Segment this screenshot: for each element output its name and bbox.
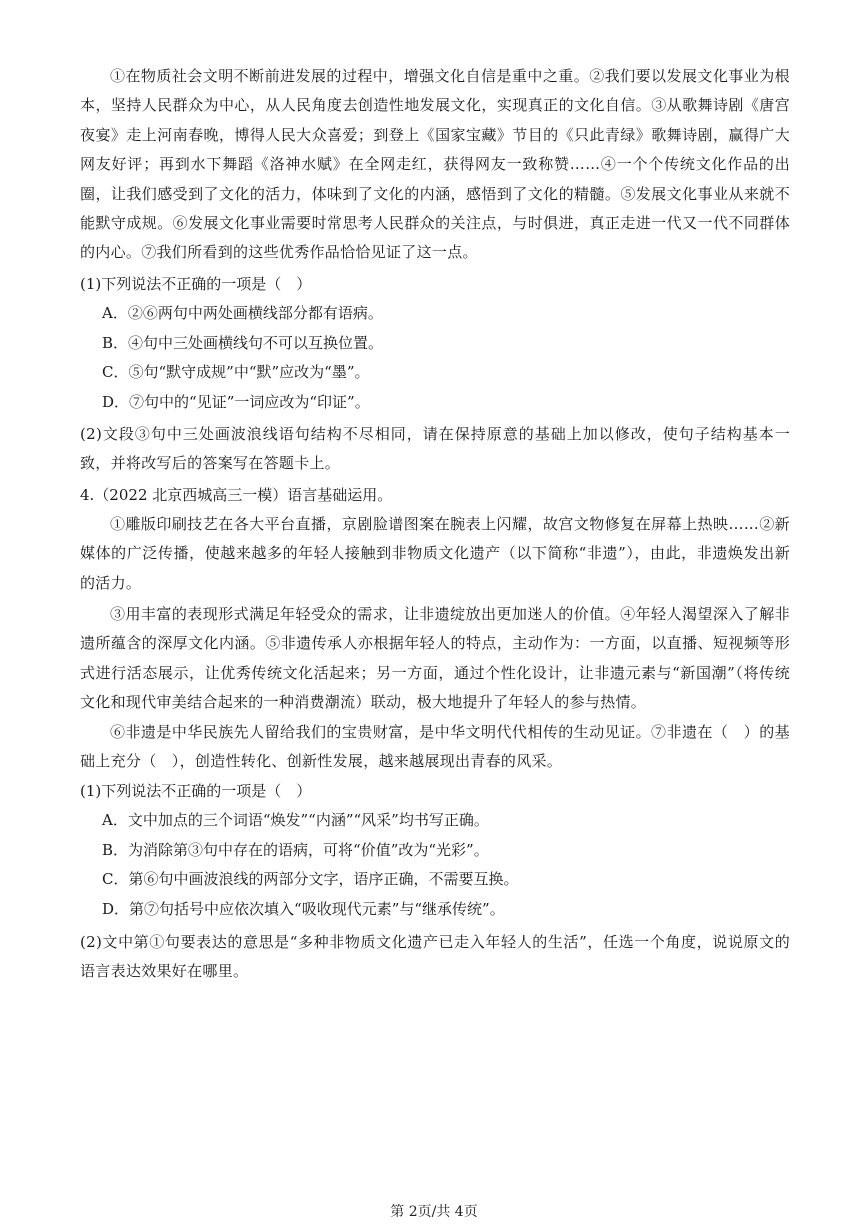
q4-option-c: C．第⑥句中画波浪线的两部分文字，语序正确，不需要互换。 [102, 870, 519, 889]
q4-para-3-text: ⑥非遗是中华民族先人留给我们的宝贵财富，是中华文明代代相传的生动见证。⑦非遗在（ ）的基础上充分（ ），创造性转化、创新性发展，越来越展现出青春的风采。 [80, 723, 790, 771]
option-d: D．⑦句中的“见证”一词应改为“印证”。 [102, 392, 370, 411]
q4-option-a: A．文中加点的三个词语“焕发”“内涵”“风采”均书写正确。 [102, 811, 489, 830]
passage-3-text: ①在物质社会文明不断前进发展的过程中，增强文化自信是重中之重。②我们要以发展文化事业为根本，坚持人民群众为中心，从人民角度去创造性地发展文化，实现真正的文化自信。③从歌舞诗剧《唐宫夜宴》走上河南春晚，博得人民大众喜爱；到登上《国家宝藏》节目的《只此青绿》歌舞诗剧，赢得广大网友好评；再到水下舞蹈《洛神水赋》在全网走红，获得网友一致称赞……④一个个传统文化作品的出圈，让我们感受到了文化的活力，体味到了文化的内涵，感悟到了文化的精髓。⑤发展文化事业从来就不能默守成规。⑥发展文化事业需要时常思考人民群众的关注点，与时俱进，真正走进一代又一代不同群体的内心。⑦我们所看到的这些优秀作品恰恰见证了这一点。 [80, 67, 790, 262]
q4-para-2-text: ③用丰富的表现形式满足年轻受众的需求，让非遗绽放出更加迷人的价值。④年轻人渴望深入了解非遗所蕴含的深厚文化内涵。⑤非遗传承人亦根据年轻人的特点，主动作为：一方面，以直播、短视频等形式进行活态展示，让优秀传统文化活起来；另一方面，通过个性化设计，让非遗元素与“新国潮”（将传统文化和现代审美结合起来的一种消费潮流）联动，极大地提升了年轻人的参与热情。 [80, 605, 790, 712]
question-4-heading: 4.（2022 北京西城高三一模）语言基础运用。 [80, 486, 393, 504]
page-footer: 第 2页/共 4页 [390, 1204, 478, 1220]
option-b: B．④句中三处画横线句不可以互换位置。 [102, 333, 384, 352]
question-4-heading-block [80, 481, 790, 510]
question-1-stem: (1)下列说法不正确的一项是（ ） [80, 275, 312, 293]
question-4-paragraph-2 [80, 600, 790, 718]
passage-3-question-2 [80, 420, 790, 479]
option-a: A．②⑥两句中两处画横线部分都有语病。 [102, 304, 383, 323]
question-4-question-1 [80, 777, 790, 924]
q4-question-1-stem: (1)下列说法不正确的一项是（ ） [80, 782, 312, 800]
question-4-paragraph-3 [80, 718, 790, 777]
question-4-question-2 [80, 928, 790, 987]
passage-3-block [80, 62, 790, 268]
q4-option-d: D．第⑦句括号中应依次填入“吸收现代元素”与“继承传统”。 [102, 899, 505, 918]
passage-3-question-1 [80, 270, 790, 417]
q4-question-2-stem: (2)文中第①句要表达的意思是“多种非物质文化遗产已走入年轻人的生活”，任选一个角度，说说原文的语言表达效果好在哪里。 [80, 933, 790, 981]
q4-para-1-text: ①雕版印刷技艺在各大平台直播，京剧脸谱图案在腕表上闪耀，故宫文物修复在屏幕上热映……②新媒体的广泛传播，使越来越多的年轻人接触到非物质文化遗产（以下简称“非遗”），由此，非遗焕发出新的活力。 [80, 515, 790, 592]
question-4-paragraph-1 [80, 510, 790, 598]
option-c: C．⑤句“默守成规”中“默”应改为“墨”。 [102, 363, 370, 382]
q4-option-b: B．为消除第③句中存在的语病，可将“价值”改为“光彩”。 [102, 840, 489, 859]
question-2-stem: (2)文段③句中三处画波浪线语句结构不尽相同，请在保持原意的基础上加以修改，使句子结构基本一致，并将改写后的答案写在答题卡上。 [80, 425, 790, 473]
